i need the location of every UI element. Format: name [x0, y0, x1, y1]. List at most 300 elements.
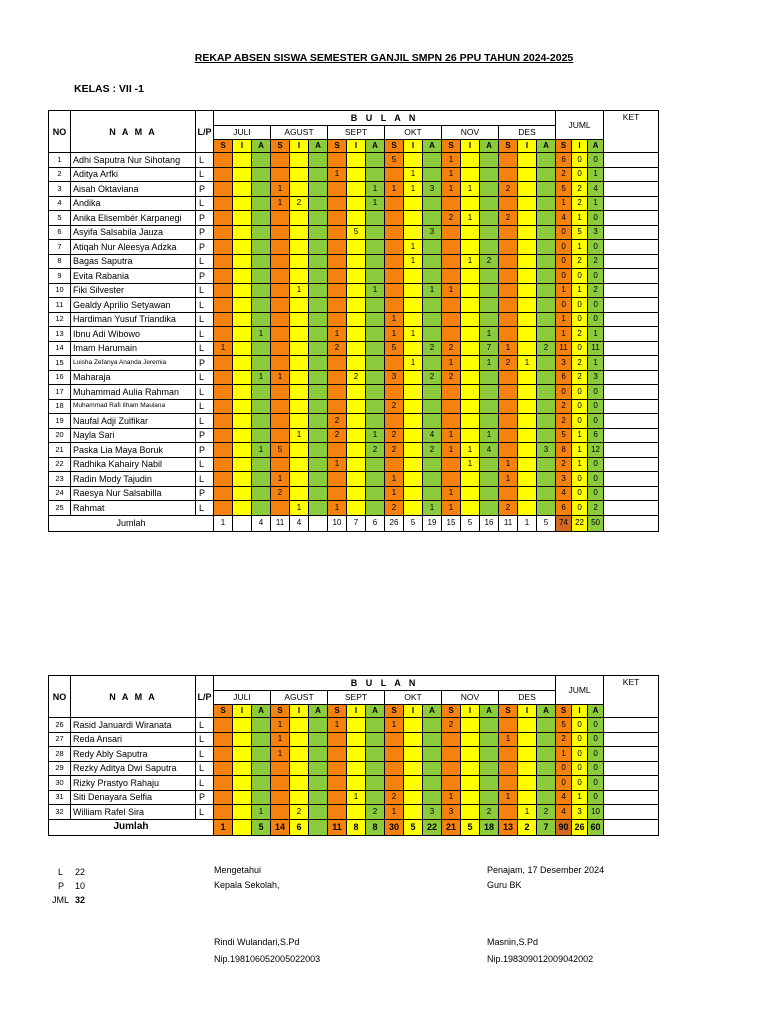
- attendance-cell: [366, 153, 385, 168]
- total-row: [49, 819, 659, 835]
- attendance-cell: 3: [385, 370, 404, 385]
- attendance-cell: [385, 761, 404, 776]
- attendance-cell: [214, 312, 233, 327]
- attendance-cell: [347, 356, 366, 371]
- attendance-cell: [480, 761, 499, 776]
- attendance-cell: [309, 356, 328, 371]
- attendance-cell: 1: [442, 790, 461, 805]
- row-number: 5: [49, 211, 71, 226]
- attendance-cell: [423, 167, 442, 182]
- attendance-cell: 2: [588, 283, 604, 298]
- attendance-cell: [404, 312, 423, 327]
- attendance-cell: [518, 790, 537, 805]
- attendance-cell: [423, 399, 442, 414]
- table-row: [49, 790, 659, 805]
- attendance-cell: [518, 399, 537, 414]
- attendance-cell: [385, 457, 404, 472]
- attendance-cell: 1: [461, 211, 480, 226]
- month-header: OKT: [385, 690, 442, 705]
- sia-header: I: [233, 140, 252, 153]
- attendance-cell: [404, 472, 423, 487]
- student-name: Muhammad Rafi Ilham Maulana: [71, 399, 196, 414]
- signature-left: [214, 863, 280, 893]
- student-gender: L: [196, 761, 214, 776]
- attendance-cell: [480, 370, 499, 385]
- attendance-cell: [537, 428, 556, 443]
- attendance-cell: [347, 399, 366, 414]
- student-name: Evita Rabania: [71, 269, 196, 284]
- student-gender: P: [196, 790, 214, 805]
- signature-right-line1: Penajam, 17 Desember 2024: [487, 865, 605, 875]
- attendance-cell: 1: [328, 167, 347, 182]
- attendance-cell: [290, 298, 309, 313]
- attendance-cell: [499, 225, 518, 240]
- student-name: Atiqah Nur Aleesya Adzka: [71, 240, 196, 255]
- attendance-cell: [271, 805, 290, 820]
- attendance-cell: [518, 240, 537, 255]
- attendance-cell: [366, 312, 385, 327]
- ket-cell: [604, 428, 659, 443]
- attendance-cell: [309, 457, 328, 472]
- attendance-cell: [499, 298, 518, 313]
- attendance-cell: [290, 211, 309, 226]
- student-gender: P: [196, 240, 214, 255]
- header-no: NO: [49, 111, 71, 153]
- table-row: [49, 356, 659, 371]
- attendance-cell: [518, 196, 537, 211]
- student-gender: P: [196, 486, 214, 501]
- row-number: 27: [49, 732, 71, 747]
- attendance-cell: [423, 153, 442, 168]
- attendance-cell: [423, 414, 442, 429]
- table-row: [49, 472, 659, 487]
- attendance-cell: [233, 341, 252, 356]
- student-gender: L: [196, 472, 214, 487]
- attendance-cell: 0: [556, 254, 572, 269]
- attendance-cell: 2: [385, 428, 404, 443]
- attendance-cell: [518, 472, 537, 487]
- attendance-cell: [385, 776, 404, 791]
- attendance-cell: 1: [461, 443, 480, 458]
- attendance-cell: [252, 182, 271, 197]
- attendance-cell: 2: [572, 196, 588, 211]
- sia-header: S: [385, 140, 404, 153]
- attendance-cell: [290, 399, 309, 414]
- attendance-cell: [233, 225, 252, 240]
- attendance-cell: 2: [385, 443, 404, 458]
- attendance-cell: [480, 747, 499, 762]
- attendance-cell: [290, 776, 309, 791]
- student-name: Maharaja: [71, 370, 196, 385]
- row-number: 23: [49, 472, 71, 487]
- attendance-cell: 12: [588, 443, 604, 458]
- attendance-cell: 0: [572, 761, 588, 776]
- attendance-cell: [442, 747, 461, 762]
- attendance-cell: [442, 327, 461, 342]
- attendance-cell: 1: [366, 196, 385, 211]
- table-row: [49, 718, 659, 733]
- attendance-cell: 1: [328, 457, 347, 472]
- table-row: [49, 341, 659, 356]
- attendance-cell: [214, 472, 233, 487]
- attendance-cell: 0: [572, 718, 588, 733]
- attendance-cell: [499, 805, 518, 820]
- attendance-cell: [328, 472, 347, 487]
- attendance-cell: [480, 457, 499, 472]
- student-gender: L: [196, 370, 214, 385]
- ket-cell: [604, 356, 659, 371]
- total-cell: [233, 515, 252, 531]
- row-number: 19: [49, 414, 71, 429]
- attendance-cell: [518, 370, 537, 385]
- attendance-cell: [271, 240, 290, 255]
- attendance-cell: 2: [537, 805, 556, 820]
- table-row: [49, 196, 659, 211]
- ket-cell: [604, 414, 659, 429]
- attendance-cell: 0: [572, 341, 588, 356]
- attendance-cell: [347, 776, 366, 791]
- row-number: 16: [49, 370, 71, 385]
- row-number: 1: [49, 153, 71, 168]
- attendance-cell: 1: [572, 283, 588, 298]
- sia-header: S: [556, 140, 572, 153]
- attendance-cell: [309, 747, 328, 762]
- sia-header: A: [366, 705, 385, 718]
- attendance-cell: [537, 240, 556, 255]
- attendance-cell: [385, 240, 404, 255]
- attendance-cell: [423, 298, 442, 313]
- attendance-cell: [328, 370, 347, 385]
- attendance-cell: [233, 732, 252, 747]
- ket-cell: [604, 167, 659, 182]
- attendance-cell: 1: [328, 501, 347, 516]
- attendance-cell: 5: [556, 182, 572, 197]
- sia-header: S: [271, 140, 290, 153]
- attendance-cell: [480, 167, 499, 182]
- signature-right-nip: Nip.198309012009042002: [487, 954, 594, 964]
- attendance-cell: [499, 196, 518, 211]
- total-cell: 18: [480, 819, 499, 835]
- signature-left-line1: Mengetahui: [214, 865, 262, 875]
- attendance-cell: 2: [423, 341, 442, 356]
- attendance-cell: [271, 312, 290, 327]
- attendance-cell: [214, 747, 233, 762]
- attendance-cell: [271, 761, 290, 776]
- attendance-cell: 2: [572, 182, 588, 197]
- sia-header: I: [572, 140, 588, 153]
- total-cell: 10: [328, 515, 347, 531]
- signature-right: [487, 863, 604, 893]
- attendance-cell: [423, 457, 442, 472]
- attendance-cell: [233, 167, 252, 182]
- attendance-cell: 5: [347, 225, 366, 240]
- attendance-cell: [461, 196, 480, 211]
- attendance-cell: [347, 732, 366, 747]
- ket-cell: [604, 790, 659, 805]
- attendance-cell: [328, 761, 347, 776]
- attendance-cell: 1: [214, 341, 233, 356]
- attendance-cell: [233, 472, 252, 487]
- attendance-cell: 1: [499, 472, 518, 487]
- table-row: [49, 153, 659, 168]
- attendance-cell: [328, 196, 347, 211]
- attendance-cell: 1: [252, 370, 271, 385]
- attendance-cell: [271, 414, 290, 429]
- attendance-cell: [271, 428, 290, 443]
- attendance-cell: 4: [423, 428, 442, 443]
- attendance-cell: [404, 457, 423, 472]
- attendance-cell: [404, 196, 423, 211]
- attendance-cell: [214, 153, 233, 168]
- attendance-cell: 1: [442, 486, 461, 501]
- attendance-cell: [328, 312, 347, 327]
- attendance-cell: 1: [556, 312, 572, 327]
- row-number: 31: [49, 790, 71, 805]
- total-cell: 21: [442, 819, 461, 835]
- ket-cell: [604, 225, 659, 240]
- attendance-cell: [404, 153, 423, 168]
- attendance-cell: 2: [556, 414, 572, 429]
- attendance-cell: [499, 399, 518, 414]
- attendance-cell: 10: [588, 805, 604, 820]
- total-cell: 8: [347, 819, 366, 835]
- attendance-cell: 1: [556, 283, 572, 298]
- attendance-cell: [233, 443, 252, 458]
- attendance-cell: [537, 761, 556, 776]
- attendance-cell: 0: [572, 472, 588, 487]
- attendance-cell: [366, 718, 385, 733]
- attendance-cell: [442, 472, 461, 487]
- total-cell: 5: [461, 515, 480, 531]
- attendance-cell: [233, 399, 252, 414]
- ket-cell: [604, 196, 659, 211]
- attendance-cell: [252, 732, 271, 747]
- attendance-cell: [347, 211, 366, 226]
- attendance-cell: [499, 414, 518, 429]
- attendance-cell: 2: [556, 167, 572, 182]
- attendance-cell: [347, 254, 366, 269]
- attendance-cell: [461, 341, 480, 356]
- attendance-cell: [233, 269, 252, 284]
- row-number: 29: [49, 761, 71, 776]
- attendance-cell: 1: [404, 182, 423, 197]
- attendance-cell: [480, 501, 499, 516]
- student-gender: L: [196, 341, 214, 356]
- attendance-cell: 2: [556, 399, 572, 414]
- attendance-cell: [480, 472, 499, 487]
- attendance-cell: 2: [442, 370, 461, 385]
- month-header: SEPT: [328, 690, 385, 705]
- month-header: DES: [499, 690, 556, 705]
- student-gender: L: [196, 167, 214, 182]
- attendance-cell: [442, 298, 461, 313]
- attendance-cell: [385, 747, 404, 762]
- header-lp: L/P: [196, 676, 214, 718]
- attendance-cell: [423, 790, 442, 805]
- ket-cell: [604, 718, 659, 733]
- student-name: Andika: [71, 196, 196, 211]
- student-name: Bagas Saputra: [71, 254, 196, 269]
- attendance-cell: 1: [461, 254, 480, 269]
- student-gender: L: [196, 385, 214, 400]
- attendance-cell: [537, 501, 556, 516]
- attendance-cell: [347, 312, 366, 327]
- month-header: JULI: [214, 125, 271, 140]
- attendance-cell: [499, 312, 518, 327]
- student-name: Muhammad Aulia Rahman: [71, 385, 196, 400]
- total-cell: 15: [442, 515, 461, 531]
- attendance-cell: [518, 211, 537, 226]
- student-gender: P: [196, 211, 214, 226]
- attendance-cell: 1: [499, 790, 518, 805]
- student-name: William Rafel Sira: [71, 805, 196, 820]
- attendance-cell: [233, 327, 252, 342]
- student-name: Rasid Januardi Wiranata: [71, 718, 196, 733]
- attendance-cell: 0: [572, 747, 588, 762]
- attendance-cell: [480, 385, 499, 400]
- attendance-cell: 3: [572, 805, 588, 820]
- attendance-cell: [214, 501, 233, 516]
- ket-cell: [604, 472, 659, 487]
- attendance-cell: [461, 240, 480, 255]
- sia-header: I: [461, 705, 480, 718]
- attendance-cell: [290, 732, 309, 747]
- attendance-cell: 0: [588, 472, 604, 487]
- attendance-cell: 1: [271, 182, 290, 197]
- attendance-cell: [404, 718, 423, 733]
- attendance-cell: 1: [442, 182, 461, 197]
- attendance-cell: 1: [404, 167, 423, 182]
- attendance-cell: [328, 254, 347, 269]
- attendance-cell: 2: [290, 805, 309, 820]
- student-name: Adhi Saputra Nur Sihotang: [71, 153, 196, 168]
- row-number: 9: [49, 269, 71, 284]
- attendance-cell: [385, 298, 404, 313]
- table-row: [49, 805, 659, 820]
- attendance-cell: [290, 341, 309, 356]
- attendance-cell: [347, 167, 366, 182]
- attendance-cell: [214, 457, 233, 472]
- header-jumlah: JUML: [556, 111, 604, 140]
- student-gender: P: [196, 443, 214, 458]
- attendance-cell: 2: [588, 501, 604, 516]
- attendance-cell: [252, 341, 271, 356]
- attendance-cell: 0: [588, 414, 604, 429]
- attendance-cell: 0: [572, 167, 588, 182]
- student-name: Fiki Silvester: [71, 283, 196, 298]
- attendance-cell: [404, 225, 423, 240]
- attendance-cell: [309, 385, 328, 400]
- student-gender: P: [196, 428, 214, 443]
- attendance-cell: [404, 283, 423, 298]
- total-cell: 11: [499, 515, 518, 531]
- attendance-cell: [309, 283, 328, 298]
- attendance-cell: 1: [442, 167, 461, 182]
- total-cell: [309, 515, 328, 531]
- attendance-cell: [214, 370, 233, 385]
- attendance-cell: 1: [252, 443, 271, 458]
- attendance-cell: [461, 428, 480, 443]
- attendance-cell: [480, 776, 499, 791]
- attendance-cell: [252, 761, 271, 776]
- signature-left-name-block: [214, 935, 320, 967]
- attendance-cell: 1: [461, 457, 480, 472]
- ket-cell: [604, 211, 659, 226]
- student-gender: L: [196, 327, 214, 342]
- attendance-cell: [518, 443, 537, 458]
- table-row: [49, 761, 659, 776]
- attendance-cell: [385, 385, 404, 400]
- attendance-cell: 2: [328, 341, 347, 356]
- attendance-cell: 3: [442, 805, 461, 820]
- attendance-cell: 2: [366, 805, 385, 820]
- total-cell: 7: [537, 819, 556, 835]
- header-ket: KET: [604, 111, 659, 153]
- attendance-cell: 1: [404, 254, 423, 269]
- total-cell: 4: [252, 515, 271, 531]
- student-gender: L: [196, 457, 214, 472]
- attendance-cell: [480, 283, 499, 298]
- attendance-cell: 2: [556, 457, 572, 472]
- attendance-cell: 1: [480, 356, 499, 371]
- attendance-cell: [366, 732, 385, 747]
- attendance-cell: [499, 283, 518, 298]
- attendance-cell: 1: [404, 356, 423, 371]
- attendance-cell: 1: [442, 153, 461, 168]
- attendance-cell: [309, 761, 328, 776]
- attendance-cell: 0: [572, 399, 588, 414]
- attendance-cell: [537, 211, 556, 226]
- attendance-cell: [290, 167, 309, 182]
- attendance-cell: 1: [290, 283, 309, 298]
- attendance-cell: [252, 283, 271, 298]
- attendance-cell: [366, 327, 385, 342]
- attendance-cell: [518, 501, 537, 516]
- attendance-cell: [461, 327, 480, 342]
- attendance-cell: [385, 356, 404, 371]
- student-name: Ibnu Adi Wibowo: [71, 327, 196, 342]
- attendance-cell: 0: [588, 761, 604, 776]
- sia-header: S: [214, 140, 233, 153]
- attendance-cell: [214, 240, 233, 255]
- attendance-cell: 1: [271, 718, 290, 733]
- attendance-cell: [423, 472, 442, 487]
- sia-header: I: [461, 140, 480, 153]
- ket-cell: [604, 501, 659, 516]
- table-row: [49, 167, 659, 182]
- attendance-cell: [461, 501, 480, 516]
- table-row: [49, 283, 659, 298]
- attendance-cell: 2: [366, 443, 385, 458]
- row-number: 18: [49, 399, 71, 414]
- signature-left-nip: Nip.198106052005022003: [214, 954, 321, 964]
- attendance-cell: [214, 776, 233, 791]
- attendance-cell: 1: [518, 356, 537, 371]
- attendance-cell: [442, 254, 461, 269]
- attendance-cell: [442, 399, 461, 414]
- attendance-cell: 1: [271, 747, 290, 762]
- attendance-cell: [518, 312, 537, 327]
- attendance-cell: [499, 254, 518, 269]
- sia-header: A: [537, 140, 556, 153]
- attendance-cell: 3: [423, 225, 442, 240]
- attendance-cell: [347, 718, 366, 733]
- attendance-cell: [518, 167, 537, 182]
- attendance-cell: 3: [556, 472, 572, 487]
- attendance-cell: 1: [385, 312, 404, 327]
- attendance-cell: [385, 732, 404, 747]
- header-no: NO: [49, 676, 71, 718]
